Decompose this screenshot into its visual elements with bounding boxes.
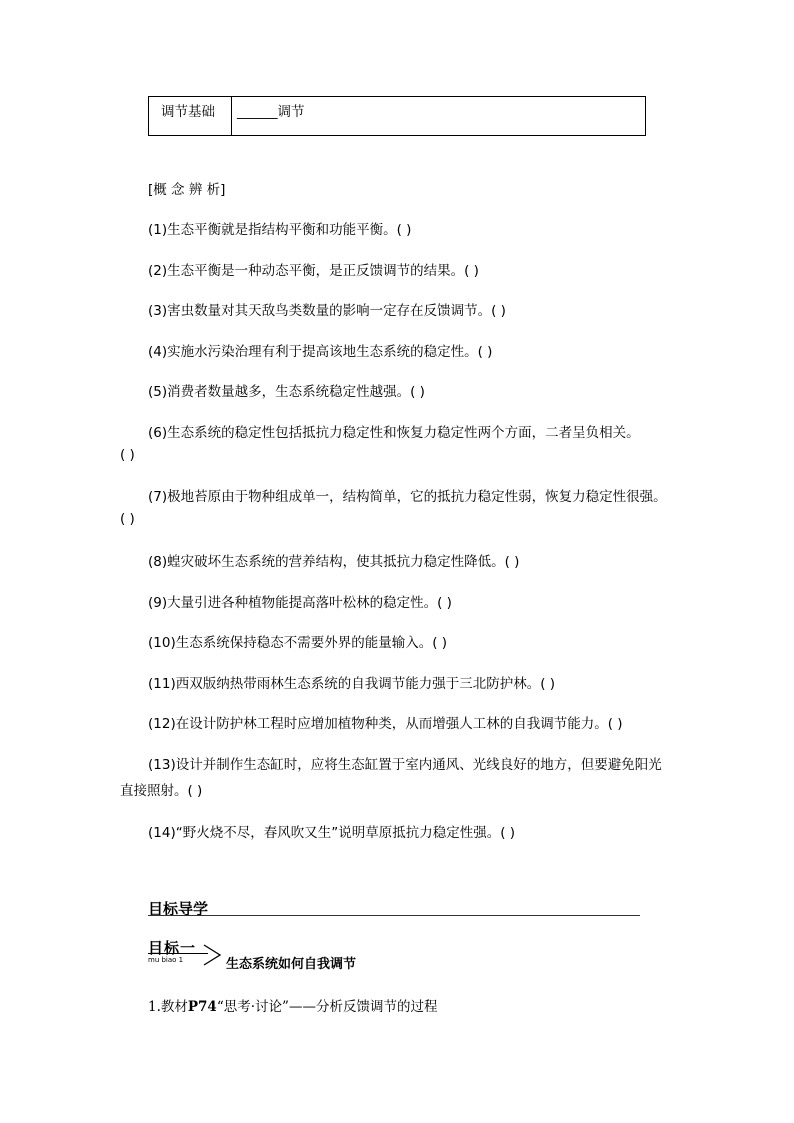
question-13: (13)设计并制作生态缸时，应将生态缸置于室内通风、光线良好的地方，但要避免阳光 [148,757,662,773]
question-6: (6)生态系统的稳定性包括抵抗力稳定性和恢复力稳定性两个方面，二者呈负相关。 [148,425,640,441]
concept-header: [概 念 辨 析] [148,182,226,198]
goal-badge [148,937,228,969]
question-7: (7)极地苔原由于物种组成单一，结构简单，它的抵抗力稳定性弱，恢复力稳定性很强。 [148,489,667,505]
goal-title: 目标一 [148,939,197,957]
question-1: (1)生态平衡就是指结构平衡和功能平衡。( ) [148,222,412,238]
item-1-rest: “思考·讨论”——分析反馈调节的过程 [216,999,438,1015]
question-9: (9)大量引进各种植物能提高落叶松林的稳定性。( ) [148,595,452,611]
question-10: (10)生态系统保持稳态不需要外界的能量输入。( ) [148,635,448,651]
goal-pinyin: mu biao 1 [148,956,184,964]
question-3: (3)害虫数量对其天敌鸟类数量的影响一定存在反馈调节。( ) [148,303,506,319]
question-13-continuation: 直接照射。( ) [120,783,203,799]
question-11: (11)西双版纳热带雨林生态系统的自我调节能力强于三北防护林。( ) [148,676,556,692]
item-1-page: P74 [187,999,217,1015]
table-cell-label: 调节基础 [161,104,215,120]
goal-underline [148,953,208,954]
table-divider [231,97,232,135]
regulation-table [148,96,646,136]
item-1 [148,995,437,1015]
question-8: (8)蝗灾破坏生态系统的营养结构，使其抵抗力稳定性降低。( ) [148,554,520,570]
item-1-prefix: 1.教材 [148,999,188,1015]
chevron-right-icon [202,943,224,967]
question-7-answer: ( ) [120,511,135,527]
question-4: (4)实施水污染治理有利于提高该地生态系统的稳定性。( ) [148,344,493,360]
goal-label: 生态系统如何自我调节 [226,957,357,972]
question-2: (2)生态平衡是一种动态平衡，是正反馈调节的结果。( ) [148,263,479,279]
section-divider [148,915,640,916]
question-5: (5)消费者数量越多，生态系统稳定性越强。( ) [148,384,425,400]
section-title: 目标导学 [148,900,209,918]
question-12: (12)在设计防护林工程时应增加植物种类，从而增强人工林的自我调节能力。( ) [148,716,623,732]
question-14: (14)“野火烧不尽，春风吹又生”说明草原抵抗力稳定性强。( ) [148,825,516,841]
question-6-answer: ( ) [120,447,135,463]
table-cell-blank: ______调节 [237,104,305,120]
